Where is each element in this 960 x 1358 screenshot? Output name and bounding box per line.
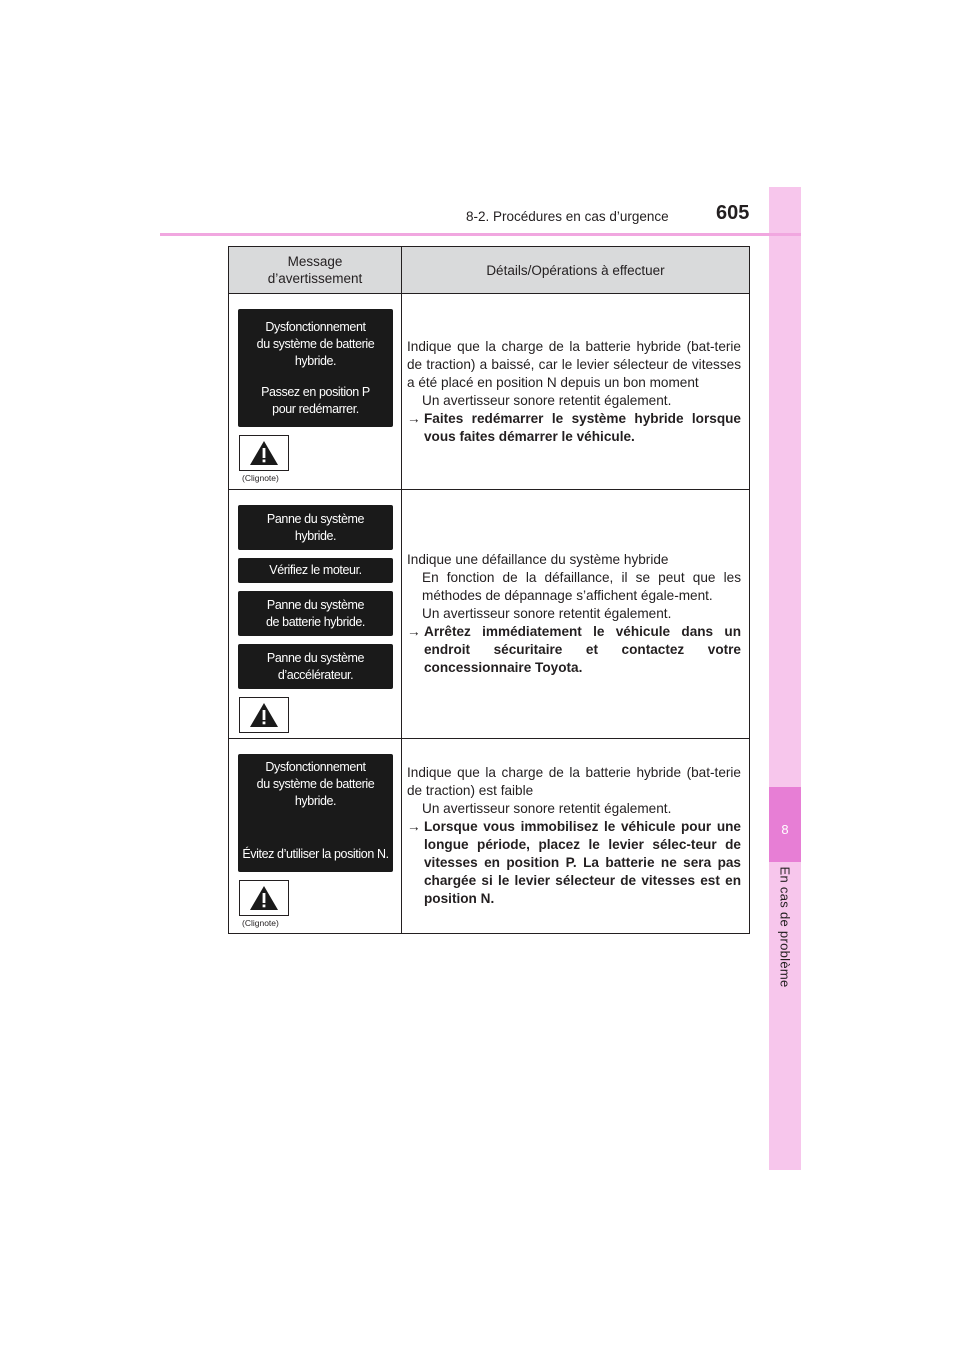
table-row bbox=[229, 739, 750, 934]
warning-indicator bbox=[239, 697, 289, 733]
details-cell bbox=[402, 739, 750, 934]
detail-subtext: En fonction de la défaillance, il se peut que les méthodes de dépannage s’affichent égale-ment. bbox=[422, 570, 741, 603]
warning-indicator bbox=[239, 880, 289, 916]
arrow-icon: → bbox=[407, 410, 421, 426]
header-rule bbox=[160, 233, 801, 236]
action-text: Arrêtez immédiatement le véhicule dans un endroit sécuritaire et contactez votre concessionnaire Toyota. bbox=[424, 624, 741, 675]
message-line: du système de batterie hybride. bbox=[256, 777, 375, 808]
chapter-number: 8 bbox=[781, 822, 789, 837]
action-item bbox=[407, 818, 741, 908]
warning-message-image bbox=[238, 591, 393, 636]
table-row bbox=[229, 490, 750, 739]
warning-table bbox=[228, 246, 750, 934]
detail-subtext: Un avertisseur sonore retentit également. bbox=[422, 392, 672, 408]
table-row bbox=[229, 294, 750, 490]
message-line: Panne du système bbox=[266, 597, 365, 612]
blink-note: (Clignote) bbox=[242, 473, 279, 483]
warning-message-image bbox=[238, 309, 393, 427]
table-header-row bbox=[229, 247, 750, 294]
message-line: Passez en position P bbox=[261, 384, 370, 399]
warning-triangle-icon bbox=[249, 440, 279, 466]
message-line: pour redémarrer. bbox=[272, 401, 359, 416]
warning-triangle-icon bbox=[249, 885, 279, 911]
chapter-label: En cas de problème bbox=[777, 866, 793, 988]
details-cell bbox=[402, 294, 750, 490]
action-item bbox=[407, 623, 741, 677]
message-line: Évitez d’utiliser la position N. bbox=[242, 847, 389, 861]
message-line: de batterie hybride. bbox=[265, 614, 365, 629]
detail-subtext: Un avertisseur sonore retentit également. bbox=[422, 606, 672, 621]
arrow-icon: → bbox=[407, 624, 421, 639]
header-message-line2: d’avertissement bbox=[267, 271, 363, 286]
detail-subtext: Un avertisseur sonore retentit également. bbox=[422, 801, 672, 816]
message-cell bbox=[229, 490, 402, 739]
warning-indicator bbox=[239, 435, 289, 471]
message-cell bbox=[229, 739, 402, 934]
action-item bbox=[407, 410, 741, 446]
chapter-side-tab bbox=[769, 187, 801, 1170]
warning-message-image bbox=[238, 754, 393, 872]
details-cell bbox=[402, 490, 750, 739]
message-cell bbox=[229, 294, 402, 490]
blink-note: (Clignote) bbox=[242, 918, 279, 928]
message-line: hybride. bbox=[294, 528, 337, 543]
detail-text: Indique une défaillance du système hybride bbox=[407, 552, 669, 567]
action-text: Lorsque vous immobilisez le véhicule pour une longue période, placez le levier sélec-teur de vitesses en position P. La batterie ne sera pas chargée si le levier sélecteur de vitesses est en position N. bbox=[424, 819, 741, 906]
detail-text: Indique que la charge de la batterie hybride (bat-terie de traction) a baissé, car le levier sélecteur de vitesses a été placé en position N depuis un bon moment bbox=[407, 338, 741, 390]
arrow-icon: → bbox=[407, 819, 421, 834]
message-line: Vérifiez le moteur. bbox=[269, 563, 362, 577]
warning-message-image bbox=[238, 558, 393, 583]
warning-message-image bbox=[238, 644, 393, 689]
message-line: d’accélérateur. bbox=[277, 667, 354, 682]
message-line: Panne du système bbox=[266, 650, 365, 665]
page-number: 605 bbox=[716, 202, 750, 224]
header-details: Détails/Opérations à effectuer bbox=[402, 247, 750, 294]
warning-message-image bbox=[238, 505, 393, 550]
message-line: Dysfonctionnement bbox=[265, 319, 366, 334]
message-line: du système de batterie hybride. bbox=[256, 336, 375, 368]
message-line: Panne du système bbox=[266, 511, 365, 526]
message-line: Dysfonctionnement bbox=[265, 760, 366, 774]
header-message-line1: Message bbox=[287, 254, 343, 269]
warning-triangle-icon bbox=[249, 702, 279, 728]
detail-text: Indique que la charge de la batterie hybride (bat-terie de traction) est faible bbox=[407, 765, 741, 798]
action-text: Faites redémarrer le système hybride lorsque vous faites démarrer le véhicule. bbox=[424, 410, 741, 444]
header-message bbox=[229, 247, 402, 294]
section-title: 8-2. Procédures en cas d’urgence bbox=[466, 209, 669, 224]
